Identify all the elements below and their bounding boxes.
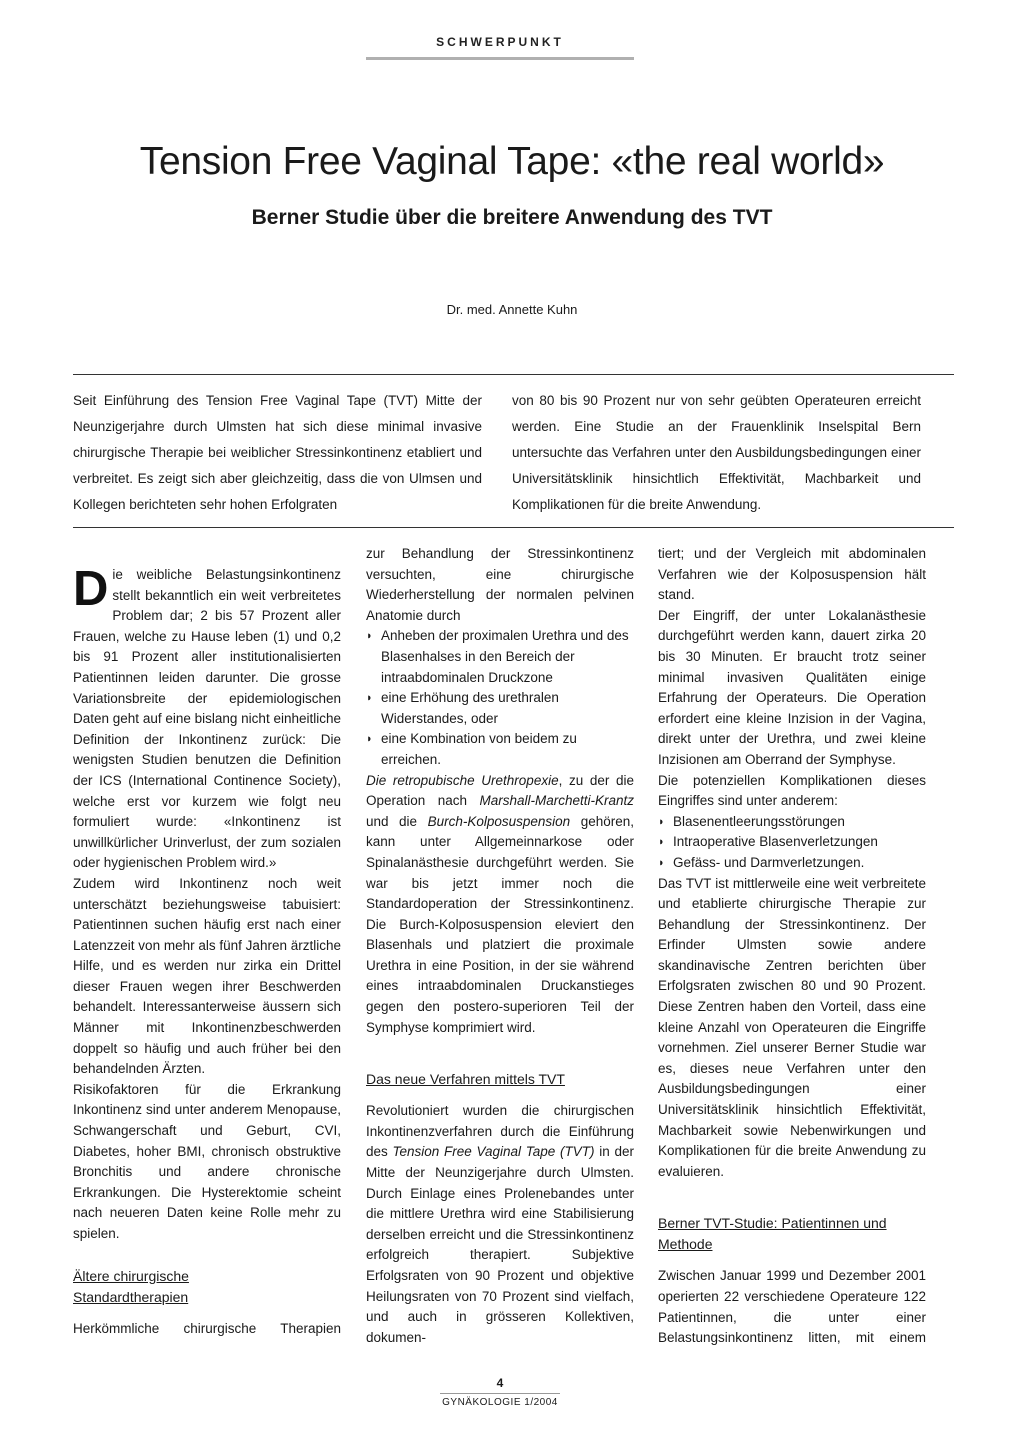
paragraph: Revolutioniert wurden die chirurgischen Inkontinenzverfahren durch die Einführung des Tension Free Vaginal Tape (TVT) in der Mitte der Neunzigerjahre durch Ulmsten. Durch Einlage eines Prolenebandes unter die mittlere Urethra wird eine Stabilisierung derselben erreicht und die Stressinkontinenz erfolgreich therapiert. Subjektive Erfolgsraten von 90 Prozent und objektive Heilungsraten von 70 Prozent sind vielfach, und auch in grösseren Kollektiven, dokumen-	[366, 1103, 634, 1345]
paragraph: zur Behandlung der Stressinkontinenz versuchten, eine chirurgische Wiederherstellung der normalen pelvinen Anatomie durch	[366, 546, 634, 623]
abstract-top-rule	[73, 374, 954, 375]
bullet-item: ◗ eine Erhöhung des urethralen Widerstandes, oder	[366, 690, 559, 726]
bullet-icon: ◗	[366, 630, 373, 643]
page-number: 4	[496, 1376, 504, 1390]
section-heading: Berner TVT-Studie: Patientinnen und Methode	[658, 1215, 887, 1253]
paragraph: Zwischen Januar 1999 und Dezember 2001 operierten 22 verschiedene Operateure 122 Patientinnen, die unter einer Belastungsinkontinenz litten, mit einem	[658, 1268, 926, 1346]
bullet-item: ◗ Anheben der proximalen Urethra und des Blasenhalses in den Bereich der intraabdominalen Druckzone	[366, 628, 629, 685]
section-heading: Das neue Verfahren mittels TVT	[366, 1071, 565, 1088]
body-column-3	[658, 544, 926, 1349]
bullet-item: ◗ Intraoperative Blasenverletzungen	[658, 832, 926, 853]
body-column-1	[73, 562, 341, 1339]
journal-name: GYNÄKOLOGIE 1/2004	[442, 1397, 558, 1408]
drop-cap: D	[73, 562, 109, 616]
paragraph: Herkömmliche chirurgische Therapien	[73, 1320, 341, 1336]
paragraph: Das TVT ist mittlerweile eine weit verbreitete und etablierte chirurgische Therapie zur Behandlung der Stressinkontinenz. Der Erfinder Ulmsten sowie andere skandinavische Zentren berichten über Erfolgsraten zwischen 80 und 90 Prozent. Diese Zentren haben den Vorteil, dass eine kleine Anzahl von Operateuren die Eingriffe vornehmen. Ziel unserer Berner Studie war es, dieses neue Verfahren unter den Ausbildungsbedingungen einer Universitätsklinik hinsichtlich Effektivität, Machbarkeit sowie Nebenwirkungen und Komplikationen für die breite Anwendung zu evaluieren.	[658, 875, 926, 1179]
paragraph: Der Eingriff, der unter Lokalanästhesie durchgeführt werden kann, dauert zirka 20 bis 30 Minuten. Er braucht trotz seiner minimal invasiven Qualitäten einige Erfahrung der Operateurs. Die Operation erfordert eine kleine Inzision in der Vagina, direkt unter der Urethra, und zwei kleine Inzisionen am Oberrand der Symphyse.	[658, 607, 926, 767]
body-column-2	[366, 544, 634, 1348]
abstract-bottom-rule	[73, 527, 954, 528]
paragraph: tiert; und der Vergleich mit abdominalen Verfahren wie der Kolposuspension hält stand.	[658, 546, 926, 603]
paragraph: Risikofaktoren für die Erkrankung Inkontinenz sind unter anderem Menopause, Schwangerschaft und Geburt, CVI, Diabetes, hoher BMI, chronisch obstruktive Bronchitis und andere chronische Erkrankungen. Die Hysterektomie scheint nach neueren Daten keine Rolle mehr zu spielen.	[73, 1081, 341, 1241]
abstract-left: Seit Einführung des Tension Free Vaginal Tape (TVT) Mitte der Neunzigerjahre durch Ulmsten hat sich diese minimal invasive chirurgische Therapie bei weiblicher Stressinkontinenz etabliert und verbreitet. Es zeigt sich aber gleichzeitig, dass die von Ulmsen und Kollegen berichteten sehr hohen Erfolgraten	[73, 393, 482, 512]
bullet-item: ◗ eine Kombination von beidem zu erreichen.	[366, 731, 577, 767]
article-subtitle: Berner Studie über die breitere Anwendung des TVT	[251, 206, 773, 229]
bullet-item: ◗ Gefäss- und Darmverletzungen.	[658, 853, 926, 874]
paragraph: Die retropubische Urethropexie, zu der die Operation nach Marshall-Marchetti-Krantz und die Burch-Kolposuspension gehören, kann unter Allgemeinnarkose oder Spinalanästhesie durchgeführt werden. Sie war bis jetzt immer noch die Standardoperation der Stressinkontinenz. Die Burch-Kolposuspension eleviert den Blasenhals und platziert die proximale Urethra in eine Position, in der sie während eines intraabdominalen Druckanstieges gegen den postero-superioren Teil der Symphyse komprimiert wird.	[366, 772, 635, 1035]
paragraph: Die potenziellen Komplikationen dieses Eingriffes sind unter anderem:	[658, 772, 926, 809]
footer-rule	[440, 1393, 560, 1394]
bullet-icon: ◗	[658, 815, 665, 828]
article-title: Tension Free Vaginal Tape: «the real world»	[139, 140, 885, 183]
paragraph: Die weibliche Belastungsinkontinenz stellt bekanntlich ein weit verbreitetes Problem dar; 2 bis 57 Prozent aller Frauen, welche zu Hause leben (1) und 0,2 bis 91 Prozent aller institutionalisierten Patientinnen leiden darunter. Die grosse Variationsbreite der epidemiologischen Daten geht auf eine bislang nicht einheitliche Definition der Inkontinenz zurück: Die wenigsten Studien benutzen die Definition der ICS (International Continence Society), welche erst vor kurzem wie folgt neu formuliert wurde: «Inkontinenz ist unwillkürlicher Urinverlust, der zum sozialen oder hygienischen Problem wird.»	[73, 562, 341, 871]
bullet-item: ◗ Blasenentleerungsstörungen	[658, 812, 926, 833]
abstract-right: von 80 bis 90 Prozent nur von sehr geübten Operateuren erreicht werden. Eine Studie an der Frauenklinik Inselspital Bern untersuchte das Verfahren unter den Ausbildungsbedingungen einer Universitätsklinik hinsichtlich Effektivität, Machbarkeit und Komplikationen für die breite Anwendung.	[512, 393, 921, 512]
section-heading: Ältere chirurgische Standardtherapien	[73, 1267, 189, 1305]
bullet-icon: ◗	[658, 836, 665, 849]
section-rule	[366, 57, 634, 60]
section-label: SCHWERPUNKT	[436, 35, 564, 49]
author: Dr. med. Annette Kuhn	[446, 302, 578, 317]
bullet-icon: ◗	[366, 692, 373, 705]
bullet-icon: ◗	[658, 856, 665, 869]
bullet-icon: ◗	[366, 733, 373, 746]
paragraph: Zudem wird Inkontinenz noch weit unterschätzt beziehungsweise tabuisiert: Patientinnen suchen häufig erst nach einer Latenzzeit von mehr als fünf Jahren ärztliche Hilfe, und es werden nur zirka ein Drittel dieser Frauen wegen ihrer Beschwerden behandelt. Interessanterweise äussern sich Männer mit Inkontinenzbeschwerden doppelt so häufig und auch früher bei den behandelnden Ärzten.	[73, 875, 341, 1077]
